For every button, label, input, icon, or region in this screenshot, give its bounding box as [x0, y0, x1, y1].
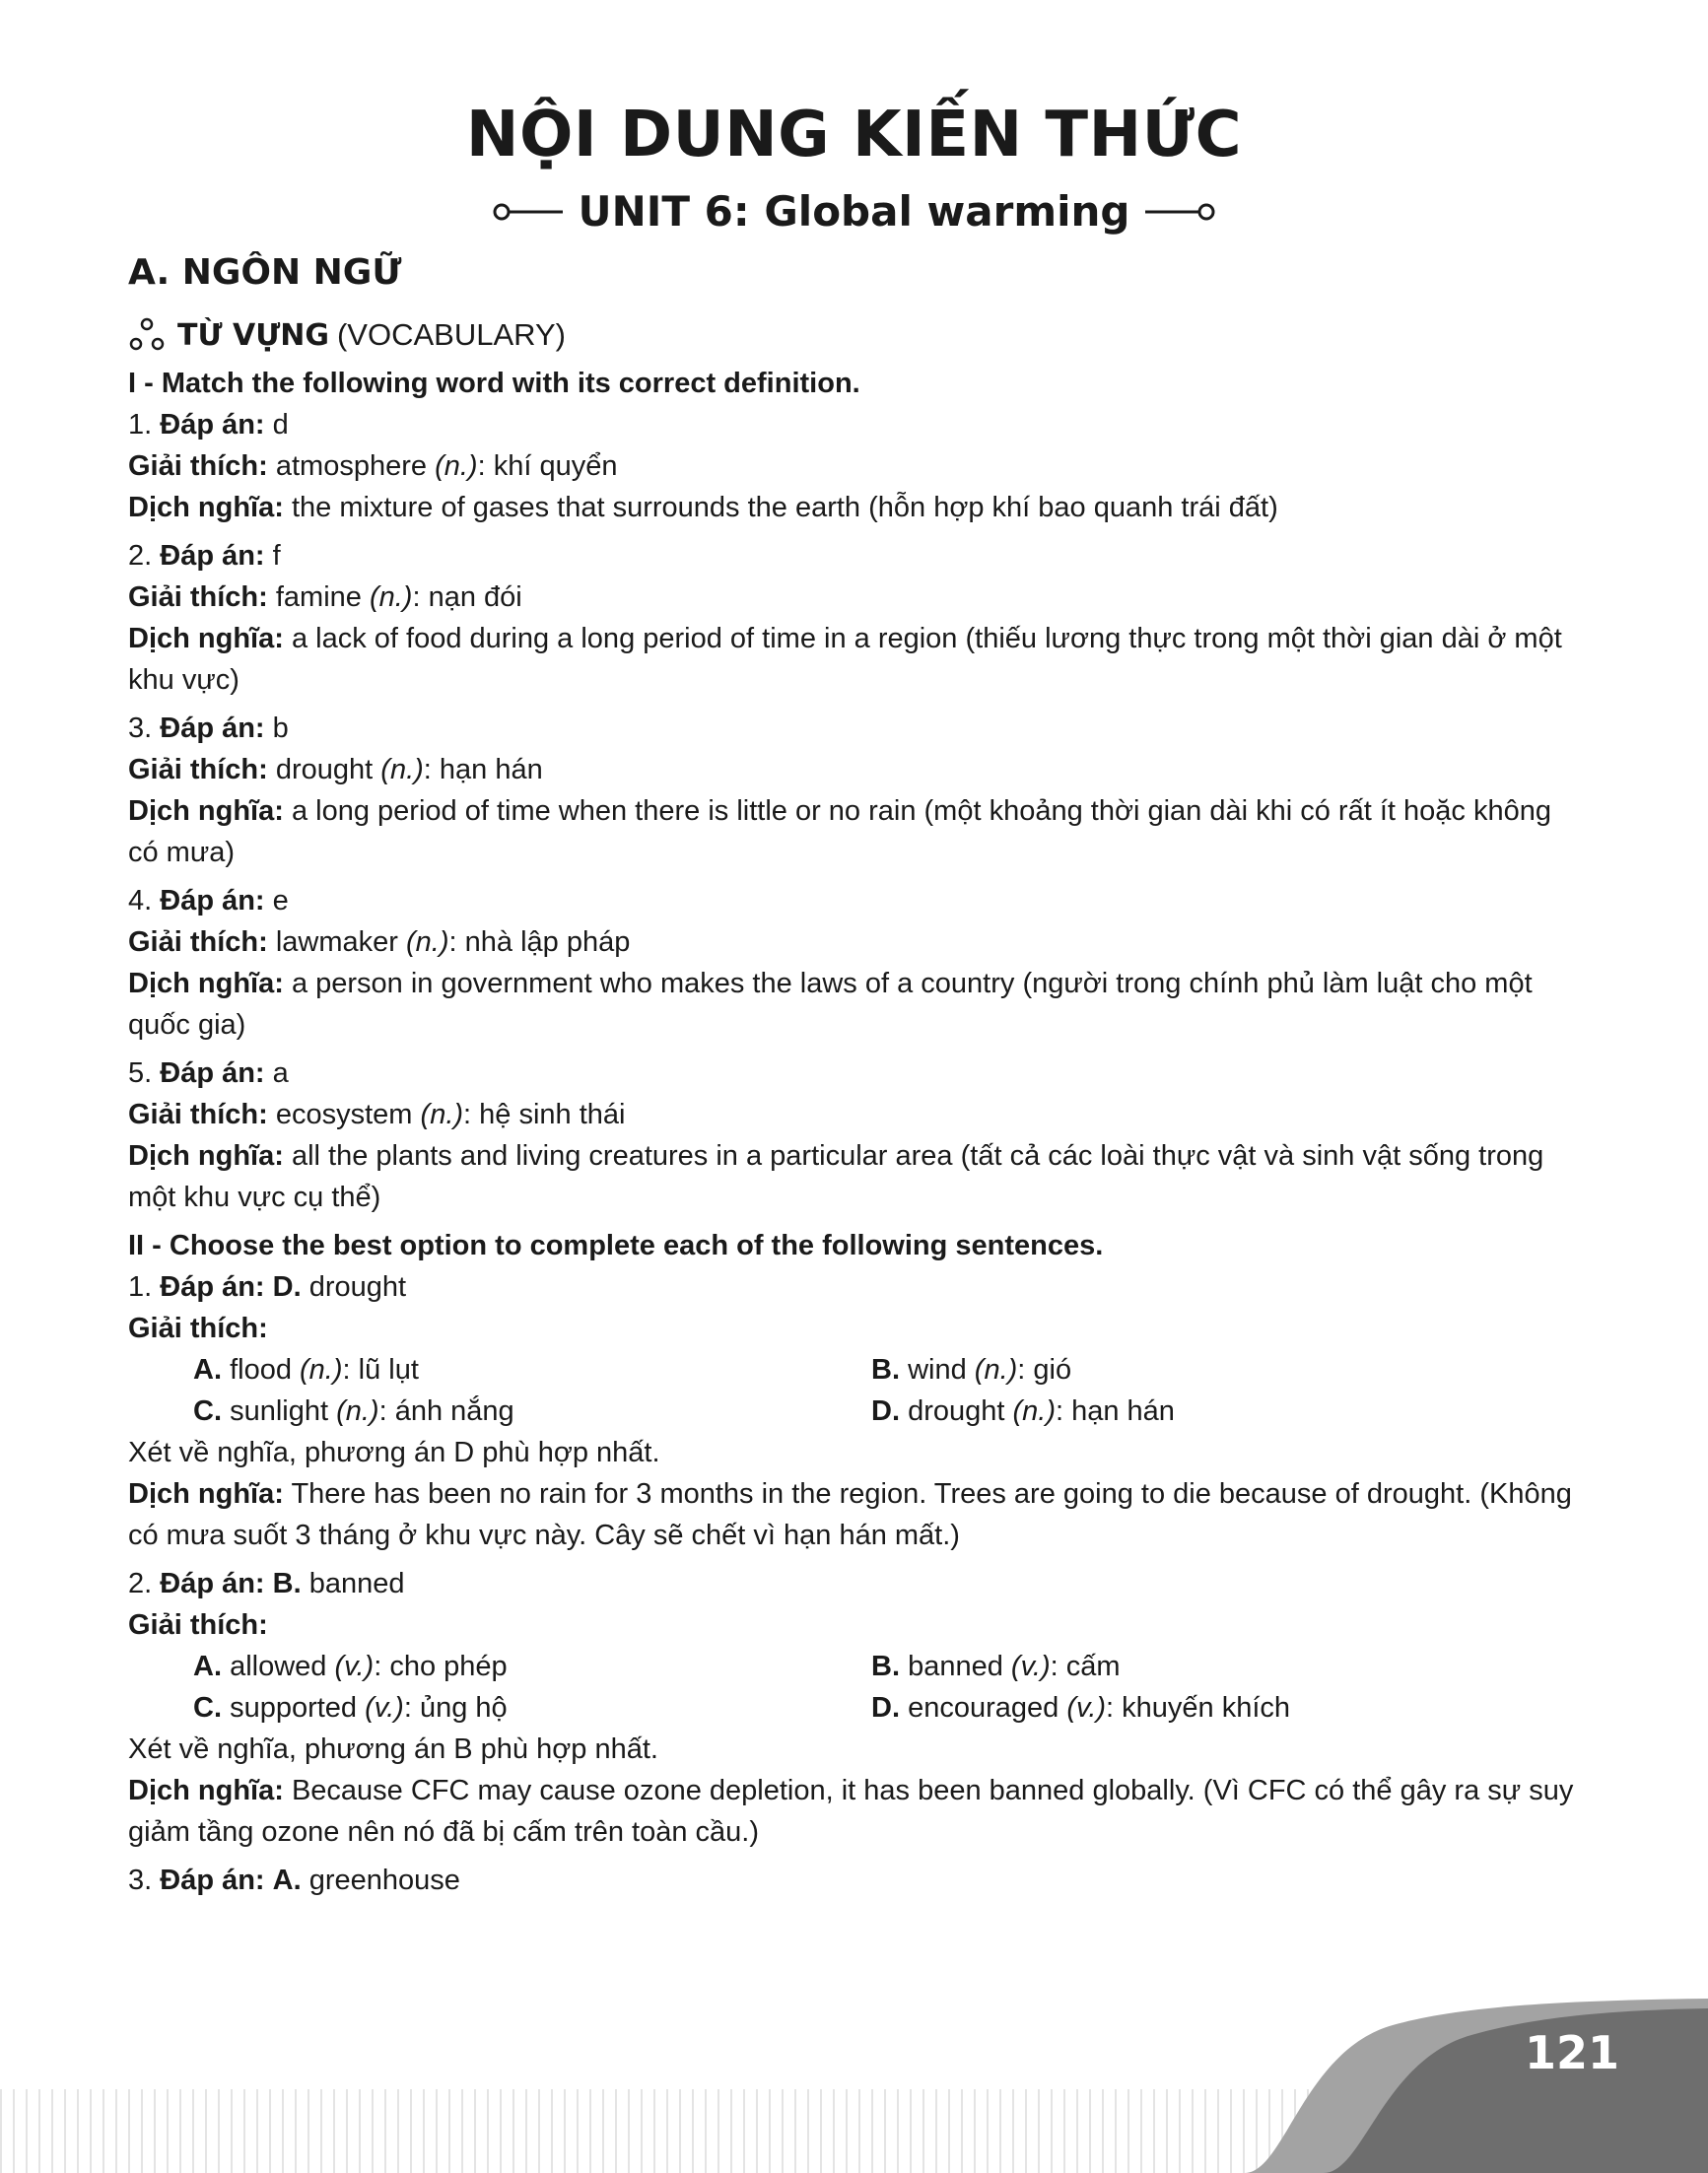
part1-item: 1. Đáp án: d Giải thích: atmosphere (n.): khí quyển Dịch nghĩa: the mixture of gases that surrounds the earth (hỗn hợp khí bao quanh trái đất) — [128, 409, 1278, 523]
part2-question-1: 1. Đáp án: D. drought Giải thích: A. flood (n.): lũ lụt B. wind (n.): gió C. sunlight (n.): ánh nắng D. drought (n.): hạn hán Xét về nghĩa, phương án D phù hợp nhất. Dịch nghĩa: There has been no rain for 3 months in the region. Trees are going to die because of drought. (Không có mưa suốt 3 tháng ở khu vực này. Cây sẽ chết vì hạn hán mất.) — [128, 1266, 1587, 1556]
option: B. wind (n.): gió — [871, 1354, 1072, 1386]
part1-heading: I - Match the following word with its correct definition. — [128, 368, 860, 399]
part2-question-3: 3. Đáp án: A. greenhouse — [128, 1865, 460, 1896]
option: A. flood (n.): lũ lụt — [193, 1354, 419, 1386]
option: C. sunlight (n.): ánh nắng — [193, 1395, 514, 1427]
page-corner-decoration — [1245, 1991, 1708, 2173]
option: B. banned (v.): cấm — [871, 1651, 1121, 1682]
section-title: A. NGÔN NGỮ — [128, 252, 402, 293]
left-circle-line-icon — [492, 202, 565, 222]
option: A. allowed (v.): cho phép — [193, 1651, 508, 1682]
option: C. supported (v.): ủng hộ — [193, 1692, 508, 1724]
part1-item: 4. Đáp án: e Giải thích: lawmaker (n.): nhà lập pháp Dịch nghĩa: a person in government who makes the laws of a country (người trong chính phủ làm luật cho một quốc gia) — [128, 885, 1533, 1041]
options-grid — [128, 1349, 1587, 1432]
page-number: 121 — [1524, 2026, 1619, 2079]
options-grid — [128, 1646, 1587, 1729]
part2-heading: II - Choose the best option to complete each of the following sentences. — [128, 1230, 1104, 1261]
option: D. encouraged (v.): khuyến khích — [871, 1692, 1291, 1724]
conclusion: Xét về nghĩa, phương án B phù hợp nhất. — [128, 1733, 658, 1765]
vocab-title: TỪ VỰNG — [177, 317, 329, 353]
page-title: NỘI DUNG KIẾN THỨC — [465, 99, 1243, 171]
vocab-subtitle: (VOCABULARY) — [336, 317, 566, 352]
part1-item: 5. Đáp án: a Giải thích: ecosystem (n.): hệ sinh thái Dịch nghĩa: all the plants and living creatures in a particular area (tất cả các loài thực vật và sinh vật sống trong một khu vực cụ thể) — [128, 1057, 1544, 1213]
part1-item: 2. Đáp án: f Giải thích: famine (n.): nạn đói Dịch nghĩa: a lack of food during a long period of time in a region (thiếu lương thực trong một thời gian dài ở một khu vực) — [128, 540, 1562, 696]
part1-item: 3. Đáp án: b Giải thích: drought (n.): hạn hán Dịch nghĩa: a long period of time when there is little or no rain (một khoảng thời gian dài khi có rất ít hoặc không có mưa) — [128, 713, 1551, 868]
option: D. drought (n.): hạn hán — [871, 1395, 1175, 1427]
unit-title-line — [0, 187, 1708, 236]
part2-question-2: 2. Đáp án: B. banned Giải thích: A. allowed (v.): cho phép B. banned (v.): cấm C. supported (v.): ủng hộ D. encouraged (v.): khuyến khích Xét về nghĩa, phương án B phù hợp nhất. Dịch nghĩa: Because CFC may cause ozone depletion, it has been banned globally. (Vì CFC có thể gây ra sự suy giảm tầng ozone nên nó đã bị cấm trên toàn cầu.) — [128, 1563, 1587, 1853]
dots-icon — [128, 317, 168, 353]
conclusion: Xét về nghĩa, phương án D phù hợp nhất. — [128, 1437, 660, 1468]
content-body — [128, 363, 1587, 1901]
vocab-heading — [128, 317, 566, 353]
right-circle-line-icon — [1143, 202, 1216, 222]
unit-title: UNIT 6: Global warming — [578, 187, 1130, 236]
